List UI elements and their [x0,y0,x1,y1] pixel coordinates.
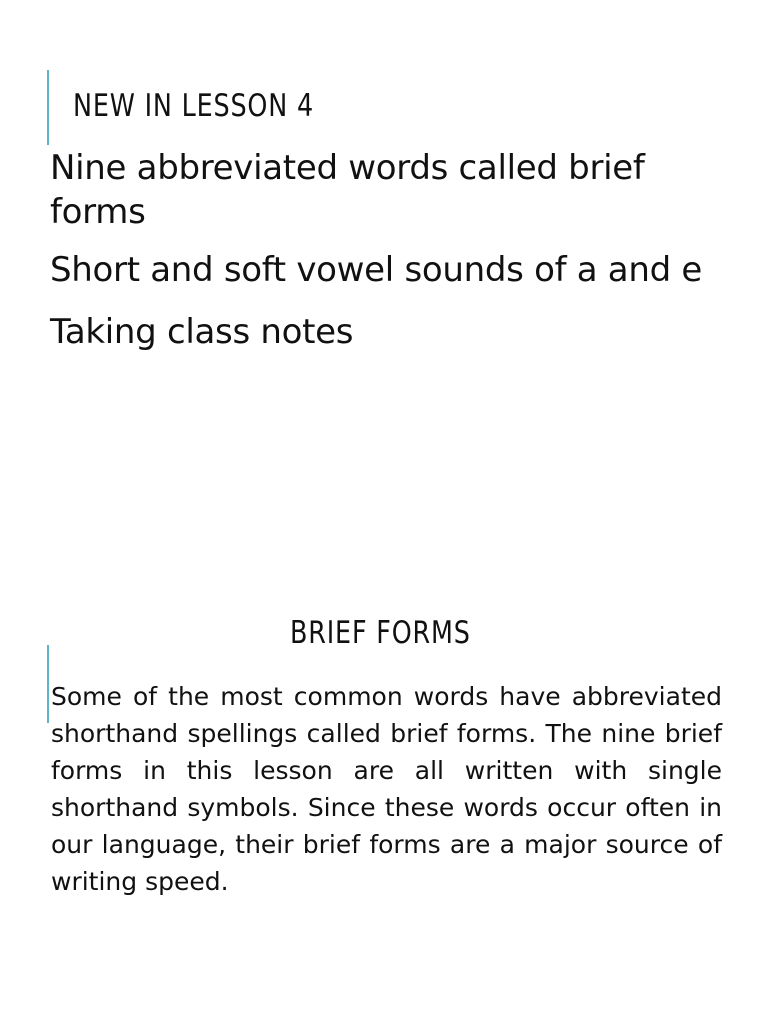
bullet-item-vowel-sounds: Short and soft vowel sounds of a and e [50,250,702,290]
bullet-item-class-notes: Taking class notes [50,312,354,352]
bullet-item-brief-forms: Nine abbreviated words called brief forms [50,148,645,232]
accent-bar-top [47,70,49,145]
accent-bar-bottom [47,645,49,723]
lesson-bullet-list [50,146,740,372]
brief-forms-paragraph: Some of the most common words have abbreviated shorthand spellings called brief forms. The nine brief forms in this lesson are all written with single shorthand symbols. Since these words occur often in our language, their brief forms are a major source of writing speed. [51,682,722,896]
slide-title-brief-forms: BRIEF FORMS [290,615,471,651]
slide-title-lesson: NEW IN LESSON 4 [73,88,314,124]
